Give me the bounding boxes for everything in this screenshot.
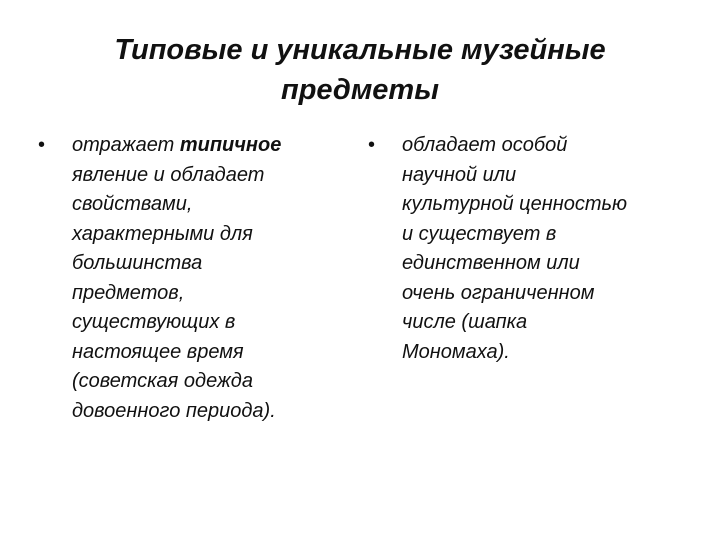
left-line-6: предметов,	[72, 281, 185, 304]
left-line-1-prefix: отражает	[72, 134, 180, 156]
left-line-5: большинства	[72, 252, 203, 274]
right-line-1: обладает особой	[402, 134, 568, 156]
left-line-10: довоенного периода).	[72, 399, 276, 422]
right-line-2: научной или	[402, 163, 517, 186]
right-line-5: единственном или	[402, 252, 580, 274]
left-line-1	[72, 131, 338, 161]
right-column	[368, 131, 688, 367]
right-line-4: и существует в	[402, 222, 557, 245]
left-line-9: (советская одежда	[72, 370, 253, 392]
left-line-4: характерными для	[72, 222, 253, 245]
slide-title-line-1: Типовые и уникальные музейные	[114, 34, 606, 66]
slide-title-line-2: предметы	[281, 74, 439, 106]
left-line-8: настоящее время	[72, 340, 244, 363]
left-line-2: явление и обладает	[72, 163, 265, 186]
left-line-3: свойствами,	[72, 193, 193, 215]
left-bullet-item	[38, 131, 338, 426]
right-line-3: культурной ценностью	[402, 193, 628, 215]
right-bullet-item	[368, 131, 688, 367]
right-line-7: числе (шапка	[402, 311, 528, 333]
slide-title	[60, 30, 660, 110]
left-line-1-emphasis: типичное	[179, 134, 282, 156]
bullet-icon: •	[368, 134, 376, 156]
right-line-8: Мономаха).	[402, 340, 510, 363]
right-line-6: очень ограниченном	[402, 281, 595, 304]
bullet-icon: •	[38, 134, 46, 156]
left-column	[38, 131, 338, 426]
left-line-7: существующих в	[72, 311, 236, 333]
